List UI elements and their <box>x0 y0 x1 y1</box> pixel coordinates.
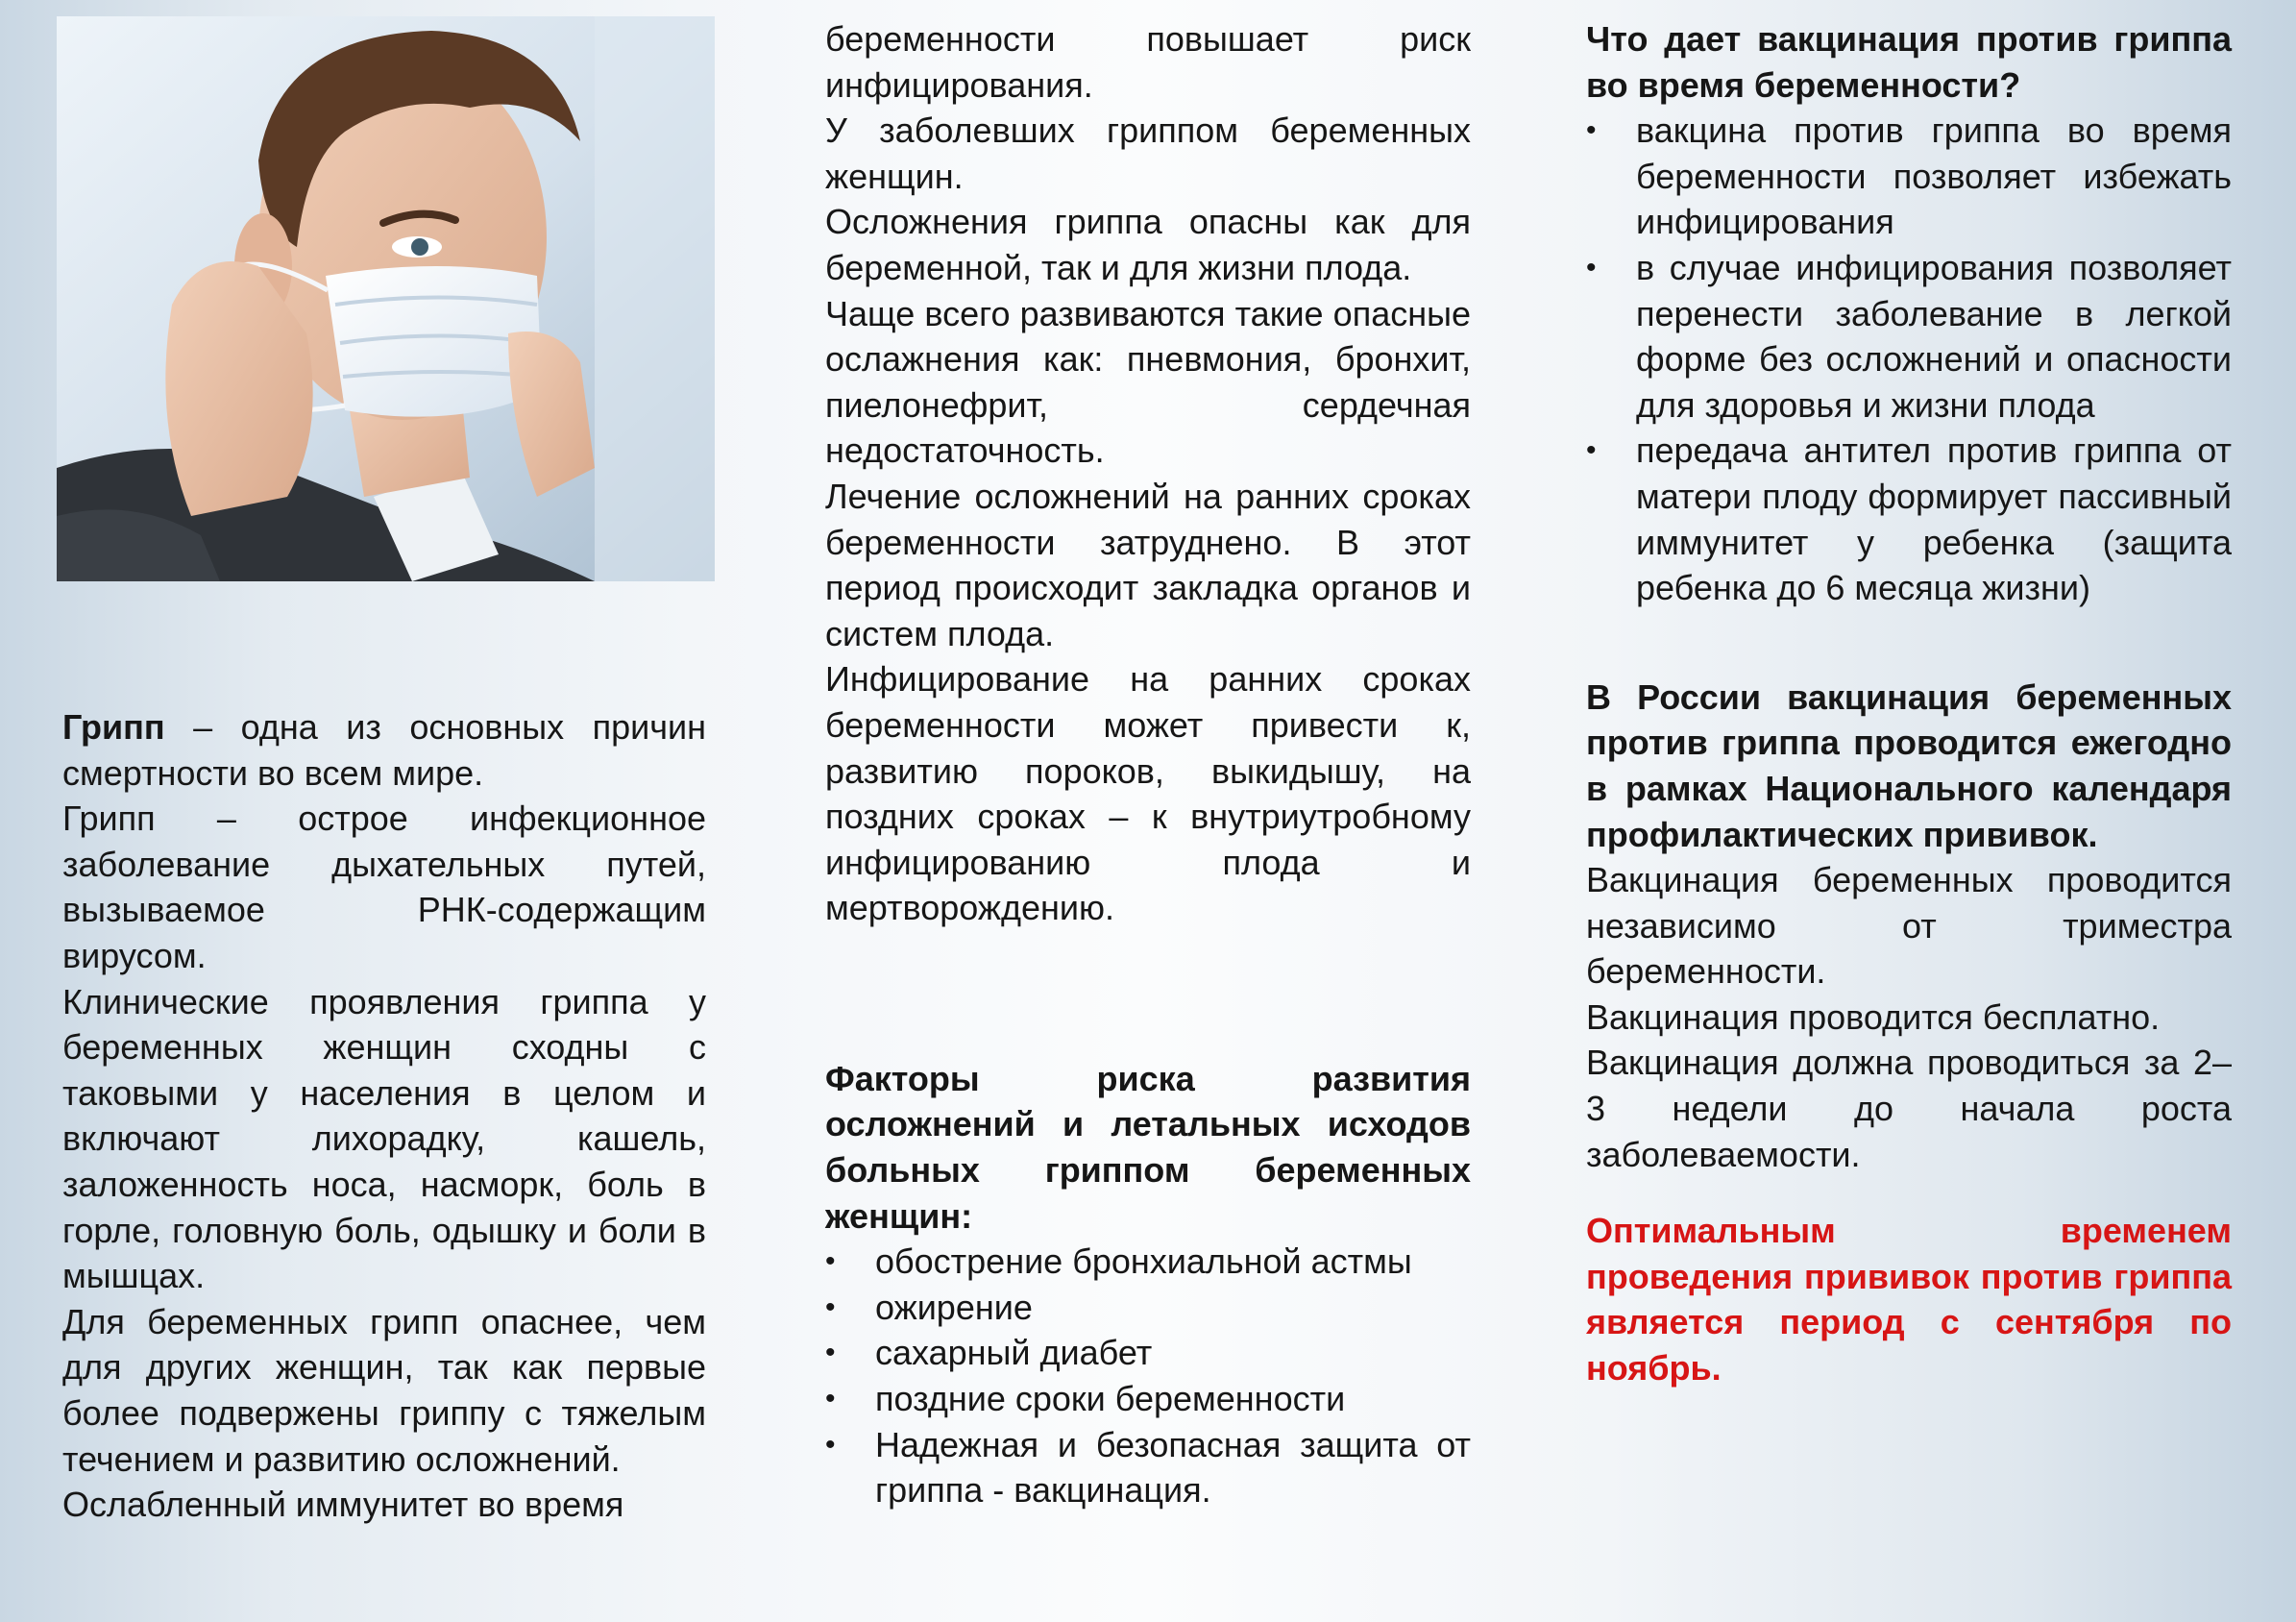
clinical-signs-paragraph: Клинические проявления гриппа у беременных женщин сходны с таковыми у населения в целом и включают лихорадку, кашель, заложенность носа, насморк, боль в горле, головную боль, одышку и боли в мышцах. <box>62 981 706 1296</box>
column-left <box>62 704 706 1528</box>
complications-danger-paragraph: Осложнения гриппа опасны как для беременной, так и для жизни плода. <box>825 202 1471 287</box>
risk-factor-item: • ожирение <box>825 1285 1471 1331</box>
risk-factor-item: • Надежная и безопасная защита от гриппа - вакцинация. <box>825 1422 1471 1513</box>
risk-factors-heading: Факторы риска развития осложнений и летальных исходов больных гриппом беременных женщин: <box>825 1058 1471 1236</box>
sick-women-paragraph: У заболевших гриппом беременных женщин. <box>825 111 1471 196</box>
risk-factor-item: • поздние сроки беременности <box>825 1376 1471 1422</box>
common-complications-paragraph: Чаще всего развиваются такие опасные ослажнения как: пневмония, бронхит, пиелонефрит, сердечная недостаточность. <box>825 293 1471 471</box>
russia-vaccination-statement: В России вакцинация беременных против гриппа проводится ежегодно в рамках Национального календаря профилактических прививок. <box>1586 676 2232 854</box>
vaccination-benefits-list <box>1586 108 2232 611</box>
benefit-item: • вакцина против гриппа во время беременности позволяет избежать инфицирования <box>1586 108 2232 245</box>
column-middle <box>825 16 1471 1513</box>
flu-definition-paragraph <box>62 704 706 796</box>
flu-definition-text: – одна из основных причин смертности во всем мире. <box>62 707 706 793</box>
flu-term: Грипп <box>62 707 165 747</box>
pregnancy-danger-paragraph: Для беременных грипп опаснее, чем для других женщин, так как первые более подвержены гриппу с тяжелым течением и развитию осложнений. <box>62 1301 706 1479</box>
risk-factors-list <box>825 1239 1471 1513</box>
man-with-mask-photo <box>57 16 715 581</box>
vaccination-timing-paragraph: Вакцинация должна проводиться за 2–3 недели до начала роста заболеваемости. <box>1586 1043 2232 1174</box>
early-treatment-paragraph: Лечение осложнений на ранних сроках беременности затруднено. В этот период происходит закладка органов и систем плода. <box>825 476 1471 653</box>
risk-factor-item: • сахарный диабет <box>825 1330 1471 1376</box>
weakened-immunity-paragraph: Ослабленный иммунитет во время <box>62 1485 624 1525</box>
optimal-period-notice: Оптимальным временем проведения прививок против гриппа является период с сентября по ноябрь. <box>1586 1211 2232 1389</box>
risk-factor-item: • обострение бронхиальной астмы <box>825 1239 1471 1285</box>
benefit-item: • передача антител против гриппа от матери плоду формирует пассивный иммунитет у ребенка (защита ребенка до 6 месяца жизни) <box>1586 428 2232 610</box>
man-with-mask-illustration <box>57 16 715 581</box>
vaccination-benefits-heading: Что дает вакцинация против гриппа во время беременности? <box>1586 19 2232 105</box>
column-right <box>1586 16 2232 1391</box>
free-vaccination-paragraph: Вакцинация проводится бесплатно. <box>1586 996 2161 1037</box>
early-infection-paragraph: Инфицирование на ранних сроках беременности может привести к, развитию пороков, выкидышу, на поздних сроках – к внутриутробному инфицированию плода и мертворождению. <box>825 659 1471 928</box>
trimester-paragraph: Вакцинация беременных проводится независимо от триместра беременности. <box>1586 860 2232 992</box>
infection-risk-paragraph: беременности повышает риск инфицирования. <box>825 19 1471 105</box>
benefit-item: • в случае инфицирования позволяет перенести заболевание в легкой форме без осложнений и опасности для здоровья и жизни плода <box>1586 245 2232 428</box>
flu-description-paragraph: Грипп – острое инфекционное заболевание дыхательных путей, вызываемое РНК-содержащим вирусом. <box>62 799 706 975</box>
